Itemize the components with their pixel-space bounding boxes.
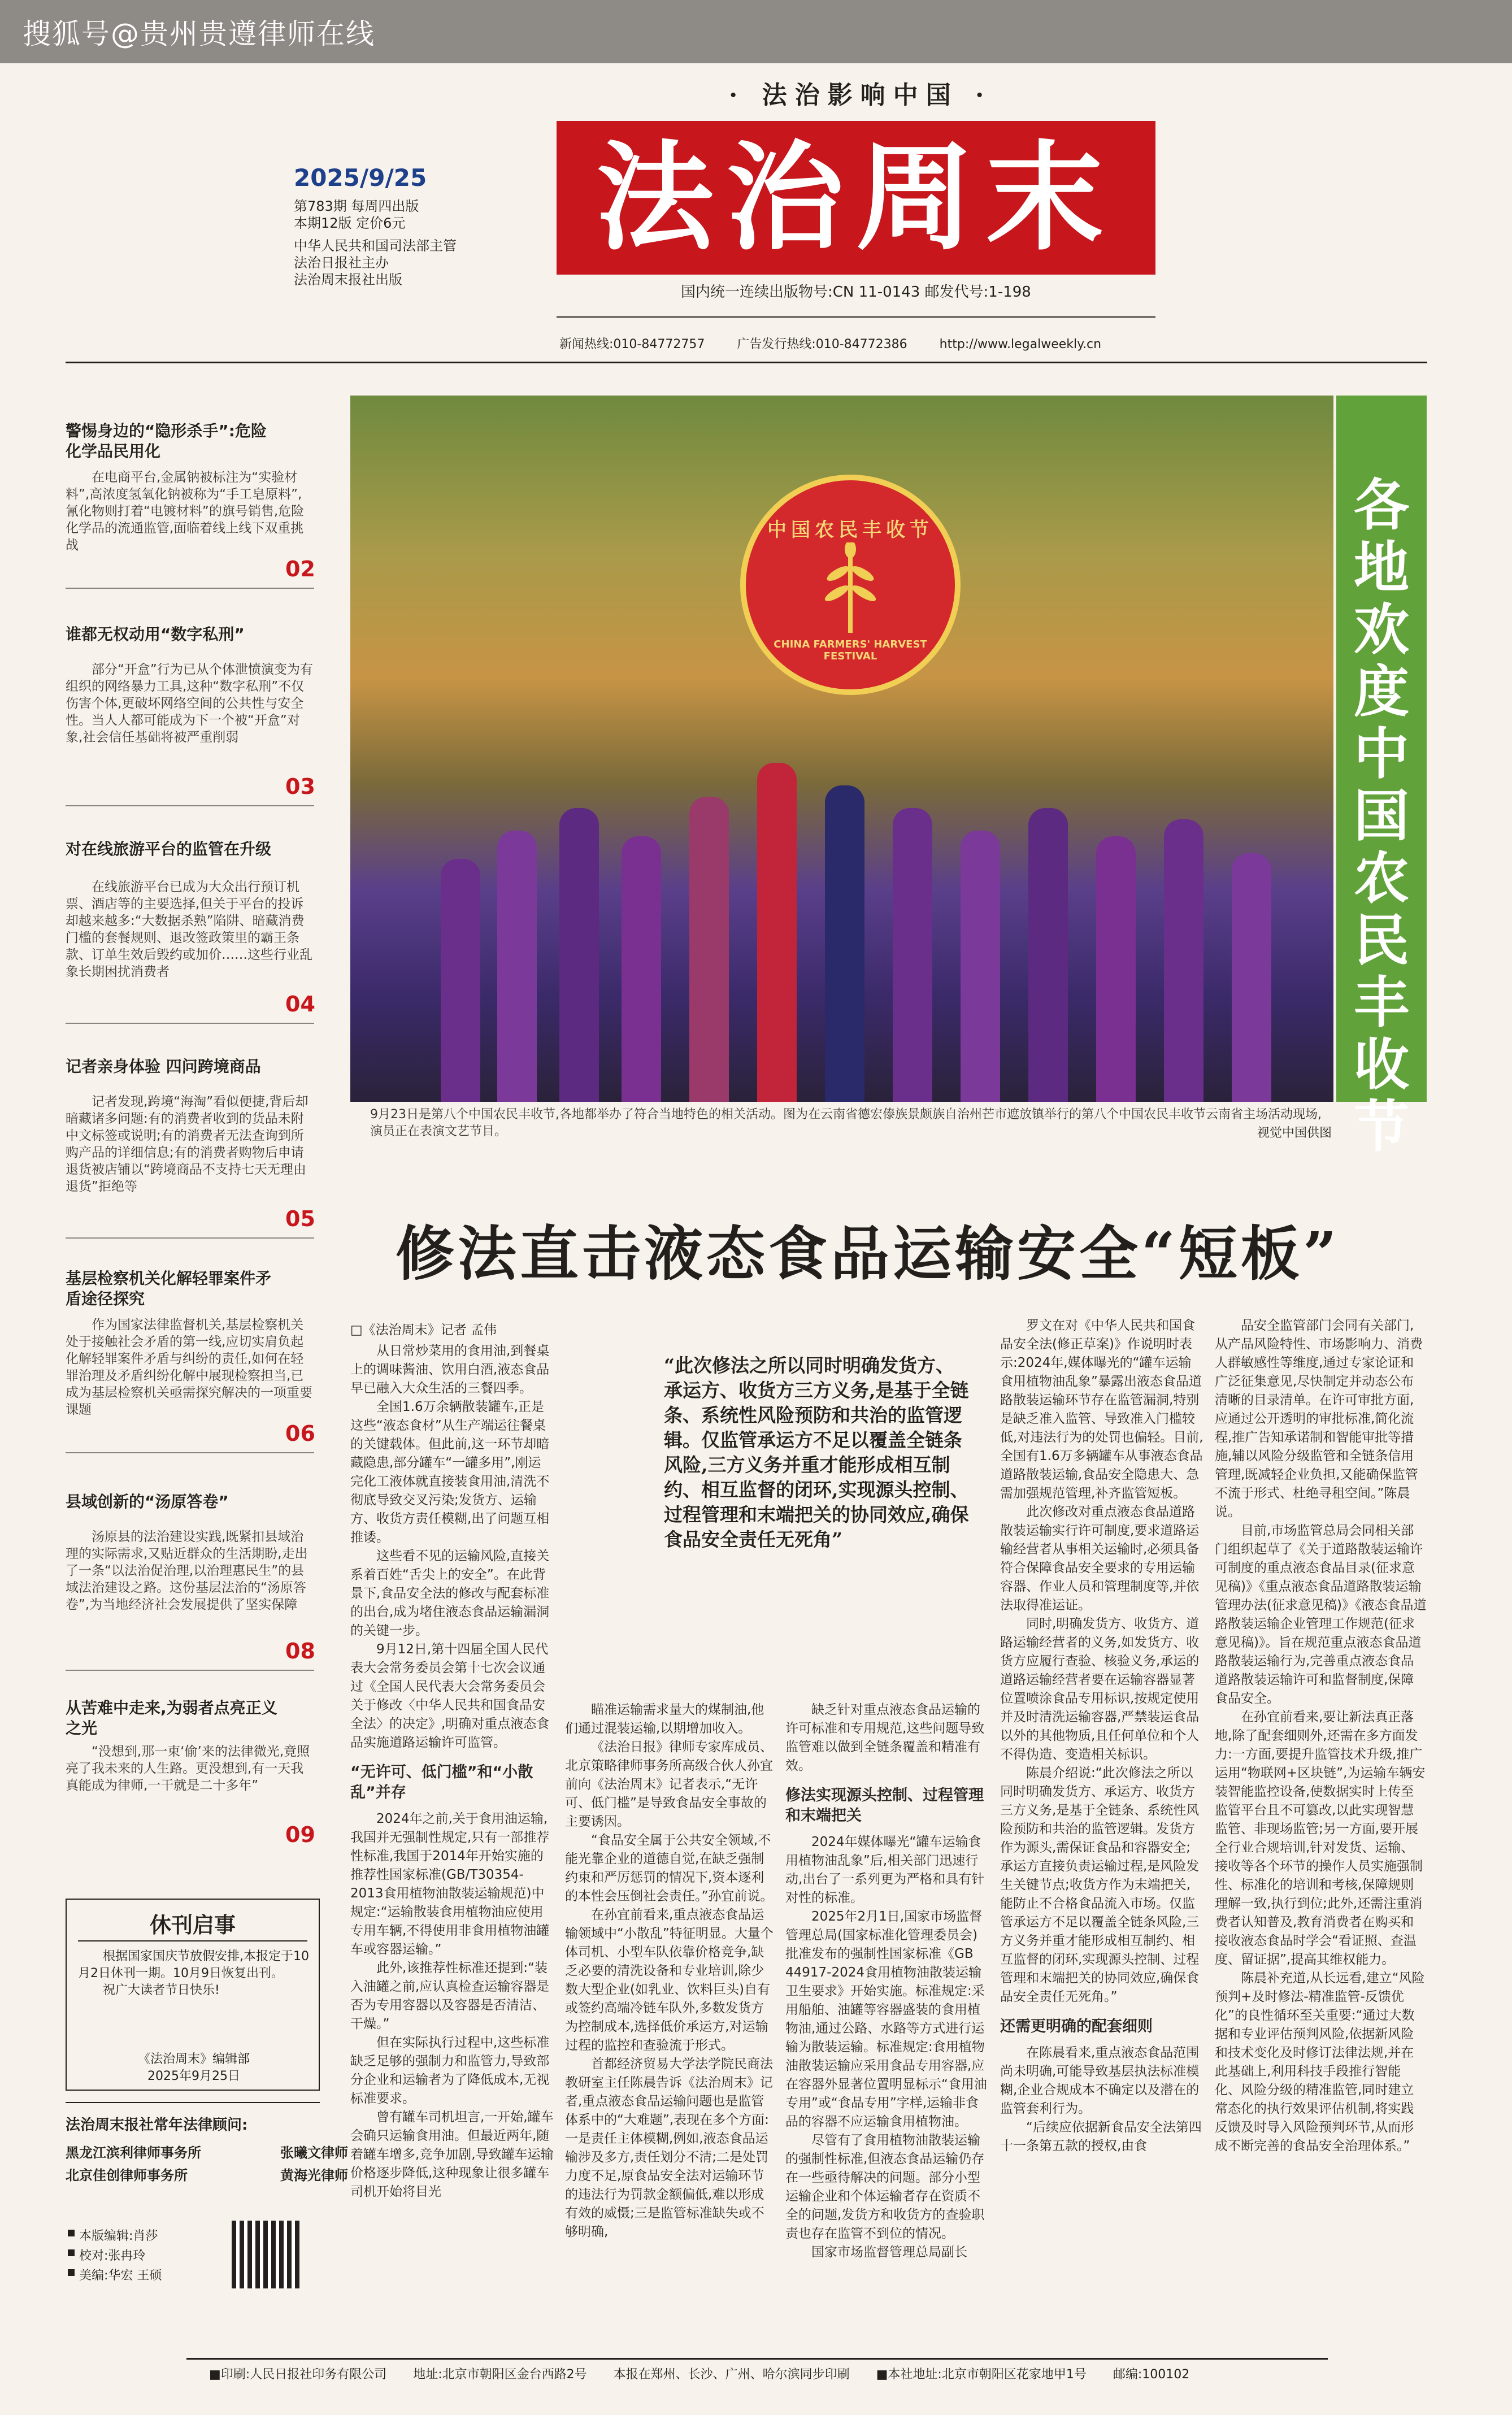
legal-advisor [66, 2142, 348, 2161]
festival-emblem [740, 475, 961, 695]
toc-page-number[interactable]: 06 [285, 1421, 315, 1446]
dancer-figure [559, 808, 599, 1102]
paragraph: 陈晨介绍说:“此次修法之所以同时明确发货方、承运方、收货方三方义务,是基于全链条、系统性风险预防和共治的监管逻辑。发货方作为源头,需保证食品和容器安全;承运方直接负责运输过程,是风险发生关键节点;收货方作为末端把关,能防止不合格食品流入市场。仅监管承运方不足以覆盖全链条风险,三方义务并重才能形成相互制约、相互监督的闭环,实现源头控制、过程管理和末端把关的协同效应,确保食品安全责任无死角。” [1000, 1766, 1200, 2004]
section-heading: “无许可、低门槛”和“小散乱”并存 [350, 1764, 533, 1801]
footer-zip: 邮编:100102 [1113, 2368, 1190, 2382]
photo-credit: 视觉中国供图 [1257, 1126, 1332, 1140]
footer [209, 2365, 1212, 2382]
watermark-text: 搜狐号@贵州贵遵律师在线 [23, 18, 375, 50]
toc-page-number[interactable]: 04 [285, 992, 315, 1017]
photo-caption: 9月23日是第八个中国农民丰收节,各地都举办了符合当地特色的相关活动。图为在云南省德宏傣族景颇族自治州芒市遮放镇举行的第八个中国农民丰收节云南省主场活动现场,演员正在表演文艺节目。 [370, 1107, 1322, 1139]
issue-date: 2025/9/25 [294, 164, 427, 192]
toc-summary: “没想到,那一束‘偷’来的法律微光,竟照亮了我未来的人生路。更没想到,有一天我真能成为律师,一干就是二十多年” [66, 1744, 310, 1793]
website-link[interactable]: http://www.legalweekly.cn [939, 337, 1102, 351]
article-column-5 [1215, 1317, 1427, 2156]
footer-address: 地址:北京市朝阳区金台西路2号 [413, 2368, 587, 2382]
editor-credit: 本版编辑:肖莎 [79, 2226, 158, 2244]
advisor-firm: 北京佳创律师事务所 [66, 2168, 188, 2183]
paragraph: 全国1.6万余辆散装罐车,正是这些“液态食材”从生产端运往餐桌的关键载体。但此前,这一环节却暗藏隐患,部分罐车“一罐多用”,刚运完化工液体就直接装食用油,清洗不彻底导致交叉污染;发货方、运输方、收货方责任模糊,出了问题互相推诿。 [350, 1400, 550, 1545]
holiday-notice [66, 1899, 320, 2091]
section-heading: 修法实现源头控制、过程管理和末端把关 [785, 1787, 984, 1825]
emblem-en-text: CHINA FARMERS' HARVEST FESTIVAL [774, 639, 927, 662]
notice-signature [78, 2051, 310, 2085]
footer-rule [186, 2358, 1328, 2360]
paragraph: 此次修改对重点液态食品道路散装运输实行许可制度,要求道路运输经营者从事相关运输时,必须具备符合保障食品安全要求的专用运输容器、作业人员和管理制度等,并依法取得准运证。 [1000, 1505, 1200, 1613]
paragraph: “食品安全属于公共安全领域,不能光靠企业的道德自觉,在缺乏强制约束和严厉惩罚的情况下,资本逐利的本性会压倒社会责任。”孙宜前说。 [565, 1833, 774, 1904]
news-hotline: 新闻热线:010-84772757 [559, 337, 705, 351]
paragraph: 陈晨补充道,从长远看,建立“风险预判+及时修法-精准监管-反馈优化”的良性循环至关重要:“通过大数据和专业评估预判风险,依据新风险和技术变化及时修订法律法规,并在此基础上,利用科技手段推行智能化、风险分级的精准监管,同时建立常态化的执行效果评估机制,将实践反馈及时导入风险预判环节,从而形成不断完善的食品安全治理体系。” [1215, 1971, 1425, 2153]
issue-line: 法治日报社主办 [294, 255, 389, 271]
divider [66, 805, 314, 806]
notice-sign-org: 《法治周末》编辑部 [137, 2052, 250, 2066]
divider [66, 1670, 314, 1671]
article-byline: □《法治周末》记者 孟伟 [350, 1323, 497, 1337]
paragraph: 这些看不见的运输风险,直接关系着百姓“舌尖上的安全”。在此背景下,食品安全法的修改与配套标准的出台,成为堵住液态食品运输漏洞的关键一步。 [350, 1549, 550, 1638]
toc-summary: 汤原县的法治建设实践,既紧扣县域治理的实际需求,又贴近群众的生活期盼,走出了一条“以法治促治理,以治理惠民生”的县域法治建设之路。这份基层法治的“汤原答卷”,为当地经济社会发展提供了坚实保障 [66, 1530, 308, 1612]
notice-body [78, 1948, 310, 1999]
toc-page-number[interactable]: 02 [285, 557, 315, 581]
paragraph: 9月12日,第十四届全国人民代表大会常务委员会第十七次会议通过《全国人民代表大会常务委员会关于修改〈中华人民共和国食品安全法〉的决定》,明确对重点液态食品实施道路运输许可监管。 [350, 1642, 550, 1750]
advisor-name: 张曦文律师 [280, 2145, 348, 2161]
article-column-1 [350, 1342, 554, 2201]
toc-page-number[interactable]: 09 [285, 1822, 315, 1847]
toc-summary: 在线旅游平台已成为大众出行预订机票、酒店等的主要选择,但关于平台的投诉却越来越多:“大数据杀熟”陷阱、暗藏消费门槛的套餐规则、退改签政策里的霸王条款、订单生效后毁约或加价……这些行业乱象长期困扰消费者 [66, 880, 312, 979]
harvest-festival-photo [350, 396, 1333, 1102]
paragraph: 尽管有了食用植物油散装运输的强制性标准,但液态食品运输仍存在一些亟待解决的问题。部分小型运输企业和个体运输者存在资质不全的问题,发货方和收货方的查验职责也存在监管不到位的情况。 [785, 2133, 985, 2241]
paragraph: 在孙宜前看来,要让新法真正落地,除了配套细则外,还需在多方面发力:一方面,要提升监管技术升级,推广运用“物联网+区块链”,为运输车辆安装智能监控设备,使数据实时上传至监管平台且不可篡改,以此实现智慧监管、非现场监管;另一方面,要开展全行业合规培训,针对发货、运输、接收等各个环节的操作人员实施强制性、标准化的培训和考核,保障规则理解一致,执行到位;此外,还需注重消费者认知普及,教育消费者在购买和接收液态食品时学会“看证照、查温度、留证据”,提高其维权能力。 [1215, 1710, 1426, 1967]
article-column-2 [565, 1701, 774, 2242]
toc-title[interactable]: 从苦难中走来,为弱者点亮正义之光 [66, 1699, 277, 1738]
notice-sign-date: 2025年9月25日 [147, 2069, 240, 2083]
footer-sync-print: 本报在郑州、长沙、广州、哈尔滨同步印刷 [613, 2368, 850, 2382]
legal-advisor [66, 2164, 348, 2184]
paragraph: 在孙宜前看来,重点液态食品运输领域中“小散乱”特征明显。大量个体司机、小型车队依靠价格竞争,缺乏必要的清洗设备和专业培训,除少数大型企业(如乳业、饮料巨头)自有或签约高端冷链车队外,多数发货方为控制成本,选择低价承运方,对运输过程的监控和查验流于形式。 [565, 1908, 774, 2053]
article-column-4 [1000, 1317, 1203, 2156]
dancer-figure [1232, 853, 1271, 1102]
divider [557, 316, 1155, 318]
paragraph: 罗文在对《中华人民共和国食品安全法(修正草案)》作说明时表示:2024年,媒体曝光的“罐车运输食用植物油乱象”暴露出液态食品道路散装运输环节存在监管漏洞,特别是缺乏准入监管、导致准入门槛较低,对违法行为的处罚也偏轻。目前,全国有1.6万多辆罐车从事液态食品道路散装运输,食品安全隐患大、急需加强规范管理,补齐监管短板。 [1000, 1318, 1203, 1501]
toc-title[interactable]: 县域创新的“汤原答卷” [66, 1492, 229, 1511]
dancer-figure [825, 785, 864, 1102]
paragraph: 2025年2月1日,国家市场监督管理总局(国家标准化管理委员会)批准发布的强制性国家标准《GB 44917-2024食用植物油散装运输卫生要求》开始实施。标准规定:采用船舶、油罐等容器盛装的食用植物油,通过公路、水路等方式进行运输为散装运输。标准规定:食用植物油散装运输应采用食品专用容器,应在容器外显著位置明显标示“食用油专用”或“食品专用”字样,运输非食品的容器不应运输食用植物油。 [785, 1909, 987, 2129]
divider [78, 1940, 307, 1941]
article-column-3 [785, 1701, 989, 2262]
dancer-figure [1164, 819, 1203, 1102]
dancer-figure [622, 836, 661, 1102]
paragraph: 此外,该推荐性标准还提到:“装入油罐之前,应认真检查运输容器是否为专用容器以及容器是否清洁、干燥。” [350, 1961, 550, 2031]
ad-hotline: 广告发行热线:010-84772386 [737, 337, 907, 351]
publication-number: 国内统一连续出版物号:CN 11-0143 邮发代号:1-198 [681, 284, 1031, 301]
issue-line: 第783期 每周四出版 [294, 198, 419, 214]
paragraph: 2024年之前,关于食用油运输,我国并无强制性规定,只有一部推荐性标准,我国于2014年开始实施的推荐性国家标准(GB/T30354-2013食用植物油散装运输规范)中规定:“运输散装食用植物油应使用专用车辆,不得使用非食用植物油罐车或容器运输。” [350, 1812, 550, 1957]
qr-code[interactable] [232, 2221, 299, 2288]
divider [66, 588, 314, 589]
dancer-figure [1096, 836, 1136, 1102]
masthead-rule [66, 362, 1427, 363]
toc-page-number[interactable]: 05 [285, 1206, 315, 1231]
article-pullquote: “此次修法之所以同时明确发货方、承运方、收货方三方义务,是基于全链条、系统性风险预防和共治的监管逻辑。仅监管承运方不足以覆盖全链条风险,三方义务并重才能形成相互制约、相互监督的闭环,实现源头控制、过程管理和末端把关的协同效应,确保食品安全责任无死角” [664, 1354, 969, 1550]
issue-line: 中华人民共和国司法部主管 [294, 238, 457, 254]
notice-greeting: 祝广大读者节日快乐! [103, 1983, 220, 1997]
paragraph: 从日常炒菜用的食用油,到餐桌上的调味酱油、饮用白酒,液态食品早已融入大众生活的三餐四季。 [350, 1344, 550, 1396]
footer-printer: ■印刷:人民日报社印务有限公司 [209, 2368, 387, 2382]
paragraph: 2024年媒体曝光“罐车运输食用植物油乱象”后,相关部门迅速行动,出台了一系列更为严格和具有针对性的标准。 [785, 1835, 985, 1905]
paragraph: 瞄准运输需求量大的煤制油,他们通过混装运输,以期增加收入。 [565, 1702, 764, 1736]
toc-title[interactable]: 基层检察机关化解轻罪案件矛盾途径探究 [66, 1269, 272, 1308]
notice-title: 休刊启事 [149, 1912, 236, 1938]
section-heading: 还需更明确的配套细则 [1000, 2018, 1153, 2035]
divider [66, 1452, 314, 1453]
dancer-figure [497, 831, 537, 1102]
article-headline: 修法直击液态食品运输安全“短板” [396, 1219, 1340, 1288]
issue-line: 本期12版 定价6元 [294, 215, 406, 231]
toc-page-number[interactable]: 08 [285, 1639, 315, 1663]
dancer-figure [893, 808, 932, 1102]
toc-summary: 作为国家法律监督机关,基层检察机关处于接触社会矛盾的第一线,应切实肩负起化解轻罪案件矛盾与纠纷的责任,如何在轻罪治理及矛盾纠纷化解中展现检察担当,已成为基层检察机关亟需探究解决的一项重要课题 [66, 1318, 312, 1417]
toc-summary: 在电商平台,金属钠被标注为“实验材料”,高浓度氢氧化钠被称为“手工皂原料”,氰化物则打着“电镀材料”的旗号销售,危险化学品的流通监管,面临着线上线下双重挑战 [66, 470, 305, 553]
toc-title[interactable]: 对在线旅游平台的监管在升级 [66, 840, 272, 858]
dancer-figure [441, 859, 480, 1102]
issue-line: 法治周末报社出版 [294, 272, 402, 288]
hotlines [559, 335, 1129, 352]
paragraph: 但在实际执行过程中,这些标准缺乏足够的强制力和监管力,导致部分企业和运输者为了降低成本,无视标准要求。 [350, 2035, 550, 2106]
toc-page-number[interactable]: 03 [285, 774, 315, 799]
paragraph: 曾有罐车司机坦言,一开始,罐车会确只运输食用油。但最近两年,随着罐车增多,竞争加剧,导致罐车运输价格逐步降低,这种现象让很多罐车司机开始将目光 [350, 2110, 554, 2199]
wheat-icon [822, 542, 879, 633]
advisor-name: 黄海光律师 [280, 2168, 348, 2183]
paragraph: 《法治日报》律师专家库成员、北京策略律师事务所高级合伙人孙宜前向《法治周末》记者表示,“无许可、低门槛”是导致食品安全事故的主要诱因。 [565, 1740, 773, 1829]
footer-office: ■本社地址:北京市朝阳区花家地甲1号 [876, 2368, 1087, 2382]
legal-advisors-title: 法治周末报社常年法律顾问: [66, 2117, 248, 2134]
dancer-figure [689, 797, 729, 1102]
dancer-figure [757, 763, 797, 1102]
toc-title[interactable]: 谁都无权动用“数字私刑” [66, 625, 245, 644]
toc-summary: 部分“开盒”行为已从个体泄愤演变为有组织的网络暴力工具,这种“数字私刑”不仅伤害个体,更破坏网络空间的公共性与安全性。当人人都可能成为下一个被“开盒”对象,社会信任基础将被严重削弱 [66, 662, 313, 745]
paragraph: 品安全监管部门会同有关部门,从产品风险特性、市场影响力、消费人群敏感性等维度,通过专家论证和广泛征集意见,尽快制定并动态公布清晰的目录清单。在许可审批方面,应通过公开透明的审批标准,简化流程,推广告知承诺制和智能审批等措施,辅以风险分级监管和全链条信用管理,既减轻企业负担,又能确保监管不流于形式、杜绝寻租空间。”陈晨说。 [1215, 1318, 1423, 1519]
notice-text: 根据国家国庆节放假安排,本报定于10月2日休刊一期。10月9日恢复出刊。 [78, 1949, 309, 1980]
emblem-cn-text: 中国农民丰收节 [767, 519, 933, 541]
paragraph: 目前,市场监管总局会同相关部门组织起草了《关于道路散装运输许可制度的重点液态食品目录(征求意见稿)》《重点液态食品道路散装运输管理办法(征求意见稿)》《液态食品道路散装运输企业管理工作规范(征求意见稿)》。旨在规范重点液态食品道路散装运输行为,完善重点液态食品道路散装运输许可和监督制度,保障食品安全。 [1215, 1523, 1427, 1706]
paragraph: 同时,明确发货方、收货方、道路运输经营者的义务,如发货方、收货方应履行查验、核验义务,承运的道路运输经营者要在运输容器显著位置喷涂食品专用标识,按规定使用并及时清洗运输容器,严禁装运食品以外的其他物质,且任何单位和个人不得伪造、变造相关标识。 [1000, 1617, 1200, 1762]
paragraph: 国家市场监督管理总局副长 [811, 2245, 967, 2260]
dancers-group [350, 712, 1333, 1102]
editor-credit: 校对:张冉玲 [79, 2246, 145, 2264]
masthead-slogan: · 法治影响中国 · [729, 81, 992, 110]
toc-title[interactable]: 警惕身边的“隐形杀手”:危险化学品民用化 [66, 422, 267, 461]
advisor-firm: 黑龙江滨利律师事务所 [66, 2145, 201, 2161]
divider [66, 1023, 314, 1024]
dancer-figure [1028, 808, 1068, 1102]
paragraph: “后续应依据新食品安全法第四十一条第五款的授权,由食 [1000, 2120, 1202, 2153]
paragraph: 缺乏针对重点液态食品运输的许可标准和专用规范,这些问题导致监管难以做到全链条覆盖和精准有效。 [785, 1702, 985, 1773]
paragraph: 在陈晨看来,重点液态食品范围尚未明确,可能导致基层执法标准模糊,企业合规成本不确定以及潜在的监管套利行为。 [1000, 2045, 1200, 2116]
photo-headline: 各地欢度中国农民丰收节 [1353, 473, 1409, 1159]
divider [66, 1237, 314, 1239]
toc-title[interactable]: 记者亲身体验 四问跨境商品 [66, 1057, 261, 1076]
dancer-figure [961, 831, 1000, 1102]
paragraph: 首都经济贸易大学法学院民商法教研室主任陈晨告诉《法治周末》记者,重点液态食品运输问题也是监管体系中的“大难题”,表现在多个方面:一是责任主体模糊,例如,液态食品运输涉及多方,责任划分不清;二是处罚力度不足,原食品安全法对运输环节的违法行为罚款金额偏低,难以形成有效的威慑;三是监管标准缺失或不够明确, [565, 2057, 773, 2239]
editor-credit: 美编:华宏 王硕 [79, 2266, 162, 2283]
divider [66, 2102, 320, 2103]
masthead-logo: 法治周末 [596, 129, 1116, 267]
toc-summary: 记者发现,跨境“海淘”看似便捷,背后却暗藏诸多问题:有的消费者收到的货品未附中文标签或说明;有的消费者无法查询到所购产品的详细信息;有的消费者购物后申请退货被店铺以“跨境商品不支持七天无理由退货”拒绝等 [66, 1094, 309, 1194]
